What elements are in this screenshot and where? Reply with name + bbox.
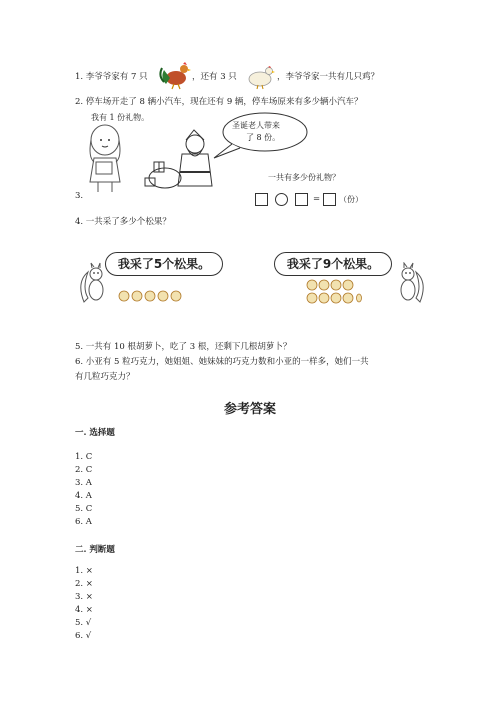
answer-box-2[interactable] xyxy=(295,193,308,206)
q1-text-a: 1. 李爷爷家有 7 只 xyxy=(75,72,148,82)
santa-speech-line1: 圣诞老人带来 xyxy=(232,121,280,130)
q3-unit: （份） xyxy=(339,195,363,204)
choice-answer-3: 3. A xyxy=(75,478,92,488)
q3-prompt: 一共有多少份礼物？ xyxy=(268,173,340,182)
question-6-line2: 有几粒巧克力？ xyxy=(75,372,135,382)
choice-answer-5: 5. C xyxy=(75,504,93,514)
question-5: 5. 一共有 10 根胡萝卜，吃了 3 根，还剩下几根胡萝卜？ xyxy=(75,342,292,352)
answers-title: 参考答案 xyxy=(223,402,276,417)
speech-bubble-left: 我采了5个松果。 xyxy=(105,252,223,276)
q1-text-b: ，还有 3 只 xyxy=(192,72,237,82)
judge-answer-2: 2. × xyxy=(75,579,93,589)
judge-answer-5: 5. √ xyxy=(75,618,92,628)
judge-answer-6: 6. √ xyxy=(75,631,92,641)
section-judge-heading: 二. 判断题 xyxy=(75,545,115,555)
squirrel-left-icon xyxy=(78,262,108,310)
judge-answer-4: 4. × xyxy=(75,605,93,615)
pinecones-right xyxy=(306,279,362,305)
q1-text-c: ，李爷爷家一共有几只鸡？ xyxy=(277,72,380,82)
speech-bubble-right: 我采了9个松果。 xyxy=(274,252,392,276)
question-6-line1: 6. 小亚有 5 粒巧克力，她姐姐、她妹妹的巧克力数和小亚的一样多，她们一共 xyxy=(75,357,369,367)
choice-answer-2: 2. C xyxy=(75,465,93,475)
question-4: 4. 一共采了多少个松果？ xyxy=(75,217,171,227)
operator-circle-1[interactable] xyxy=(275,193,288,206)
rooster-icon xyxy=(158,60,192,90)
q3-number: 3. xyxy=(75,191,84,201)
santa-icon xyxy=(140,128,220,196)
pinecones-left xyxy=(118,290,188,302)
girl-speech: 我有 1 份礼物。 xyxy=(91,113,150,122)
section-choice-heading: 一. 选择题 xyxy=(75,428,115,438)
question-2: 2. 停车场开走了 8 辆小汽车，现在还有 9 辆，停车场原来有多少辆小汽车？ xyxy=(75,97,363,107)
girl-icon xyxy=(80,122,130,194)
question-1 xyxy=(75,70,148,82)
answer-box-3[interactable] xyxy=(323,193,336,206)
judge-answer-3: 3. × xyxy=(75,592,93,602)
choice-answer-1: 1. C xyxy=(75,452,93,462)
judge-answer-1: 1. × xyxy=(75,566,93,576)
choice-answer-4: 4. A xyxy=(75,491,92,501)
hen-icon xyxy=(244,62,276,90)
answer-box-1[interactable] xyxy=(255,193,268,206)
choice-answer-6: 6. A xyxy=(75,517,92,527)
santa-speech-line2: 了 8 份。 xyxy=(246,133,281,142)
equals-sign: = xyxy=(313,194,321,204)
squirrel-right-icon xyxy=(396,262,426,310)
